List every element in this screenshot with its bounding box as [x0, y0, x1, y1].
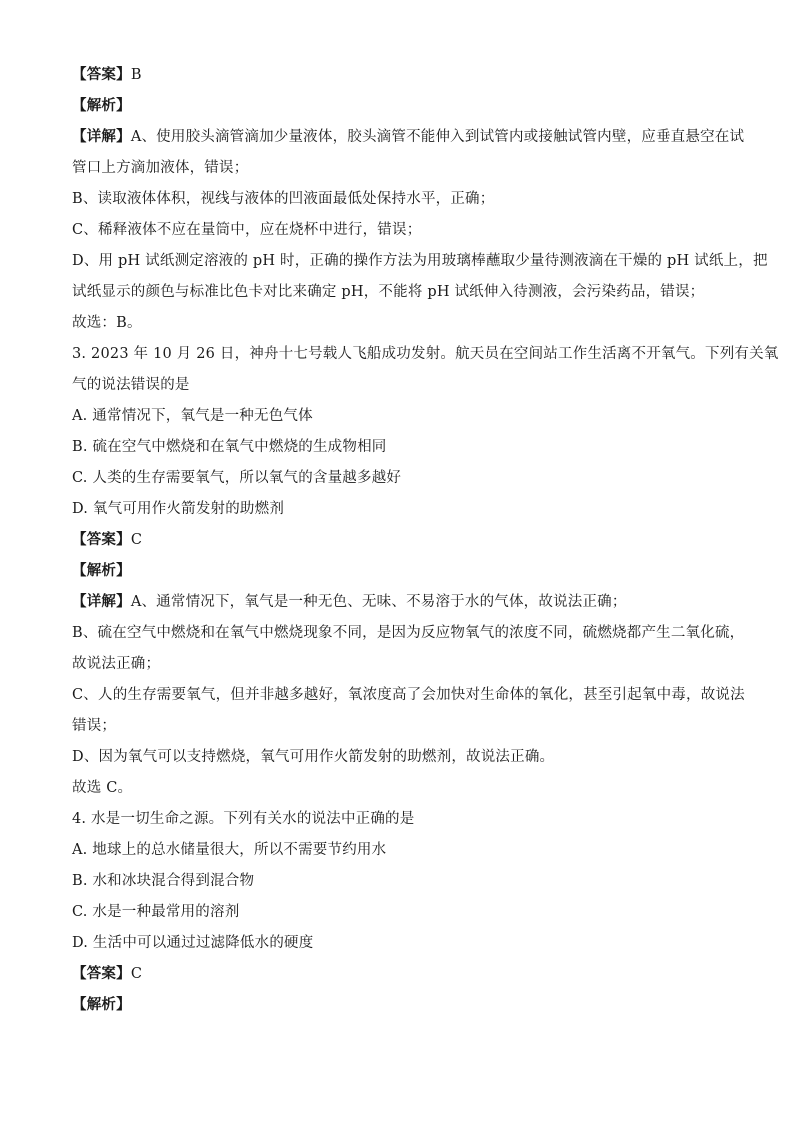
answer-tag: 【答案】 [72, 532, 131, 548]
text-line: D、因为氧气可以支持燃烧，氧气可用作火箭发射的助燃剂，故说法正确。 [72, 749, 555, 765]
option-c: C. 水是一种最常用的溶剂 [72, 904, 240, 920]
answer-tag: 【答案】 [72, 67, 131, 83]
text-line: B、硫在空气中燃烧和在氧气中燃烧现象不同，是因为反应物氧气的浓度不同，硫燃烧都产生二氧化硫， [72, 625, 745, 641]
detail-line [72, 587, 722, 618]
detail-text: A、通常情况下，氧气是一种无色、无味、不易溶于水的气体，故说法正确； [130, 594, 627, 610]
text-line: C、稀释液体不应在量筒中，应在烧杯中进行，错误； [72, 222, 422, 238]
document-page [72, 60, 779, 1021]
conclusion-line: 故选 C。 [72, 780, 133, 796]
detail-line [72, 122, 745, 153]
option-c: C. 人类的生存需要氧气，所以氧气的含量越多越好 [72, 470, 402, 486]
conclusion-line: 故选：B。 [72, 315, 142, 331]
question-stem: 3. 2023 年 10 月 26 日，神舟十七号载人飞船成功发射。航天员在空间站工作生活离不开氧气。下列有关氧 [72, 346, 779, 362]
question-stem: 气的说法错误的是 [72, 377, 190, 393]
detail-tag: 【详解】 [72, 129, 131, 145]
analysis-heading [72, 556, 722, 587]
text-line: 错误； [72, 718, 117, 734]
analysis-tag: 【解析】 [72, 997, 131, 1013]
analysis-heading [72, 990, 722, 1021]
answer-tag: 【答案】 [72, 966, 131, 982]
answer-value: C [130, 966, 143, 982]
option-a: A. 通常情况下，氧气是一种无色气体 [72, 408, 313, 424]
analysis-tag: 【解析】 [72, 563, 131, 579]
option-a: A. 地球上的总水储量很大，所以不需要节约用水 [72, 842, 387, 858]
text-line: D、用 pH 试纸测定溶液的 pH 时，正确的操作方法为用玻璃棒蘸取少量待测液滴在干燥的 pH 试纸上，把 [72, 253, 768, 269]
text-line: B、读取液体体积，视线与液体的凹液面最低处保持水平，正确； [72, 191, 495, 207]
answer-value: B [130, 67, 142, 83]
answer-line [72, 525, 722, 556]
detail-tag: 【详解】 [72, 594, 131, 610]
option-b: B. 水和冰块混合得到混合物 [72, 873, 255, 889]
text-line: 试纸显示的颜色与标准比色卡对比来确定 pH，不能将 pH 试纸伸入待测液，会污染药品，错误； [72, 284, 705, 300]
answer-line [72, 959, 722, 990]
detail-text: A、使用胶头滴管滴加少量液体，胶头滴管不能伸入到试管内或接触试管内壁，应垂直悬空在试 [130, 129, 745, 145]
answer-line [72, 60, 722, 91]
analysis-tag: 【解析】 [72, 98, 131, 114]
text-line: 管口上方滴加液体，错误； [72, 160, 249, 176]
text-line: 故说法正确； [72, 656, 161, 672]
answer-value: C [130, 532, 143, 548]
option-b: B. 硫在空气中燃烧和在氧气中燃烧的生成物相同 [72, 439, 387, 455]
option-d: D. 生活中可以通过过滤降低水的硬度 [72, 935, 314, 951]
option-d: D. 氧气可用作火箭发射的助燃剂 [72, 501, 285, 517]
text-line: C、人的生存需要氧气，但并非越多越好，氧浓度高了会加快对生命体的氧化，甚至引起氧中毒，故说法 [72, 687, 745, 703]
analysis-heading [72, 91, 722, 122]
question-stem: 4. 水是一切生命之源。下列有关水的说法中正确的是 [72, 811, 415, 827]
